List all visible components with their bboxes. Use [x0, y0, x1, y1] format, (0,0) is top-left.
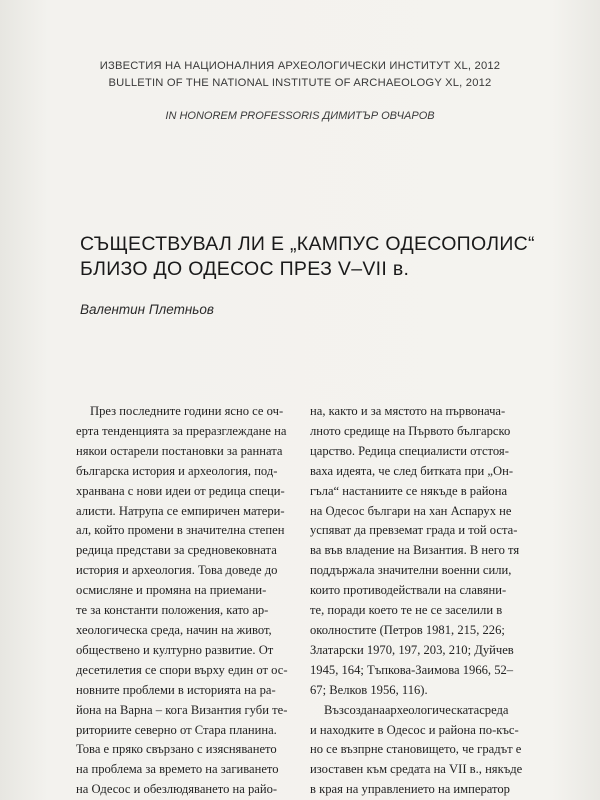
text-line: и находките в Одесос и района по-къс-	[310, 722, 519, 737]
text-column-left	[76, 402, 294, 800]
text-line: редица представи за средновековната	[76, 543, 277, 558]
text-line: поддържала значителни военни сили,	[310, 563, 512, 578]
text-line: новните проблеми в историята на ра-	[76, 682, 276, 697]
journal-title-en: BULLETIN OF THE NATIONAL INSTITUTE OF ARCHAEOLOGY XL, 2012	[108, 77, 492, 89]
text-line: ва във владение на Византия. В него тя	[310, 543, 520, 558]
text-line: Това е пряко свързано с изясняването	[76, 742, 277, 757]
text-line: 1945, 164; Тъпкова-Заимова 1966, 52–	[310, 662, 514, 677]
article-title-line-1: СЪЩЕСТВУВАЛ ЛИ Е „КАМПУС ОДЕСОПОЛИС“	[80, 233, 535, 255]
journal-title-bg: ИЗВЕСТИЯ НА НАЦИОНАЛНИЯ АРХЕОЛОГИЧЕСКИ ИНСТИТУТ XL, 2012	[99, 60, 501, 72]
text-line: околностите (Петров 1981, 215, 226;	[310, 622, 505, 637]
text-line: лното средище на Първото българско	[310, 423, 511, 438]
text-column-right	[310, 402, 528, 800]
text-line: те за константи положения, като ар-	[76, 603, 269, 618]
text-line: на Одесос българи на хан Аспарух не	[310, 503, 512, 518]
text-line: хеологическа среда, начин на живот,	[76, 622, 272, 637]
text-line: те, поради което те не се заселили в	[310, 603, 503, 618]
text-line: които противодействали на славяни-	[310, 583, 507, 598]
author-name: Валентин Плетньов	[80, 302, 214, 317]
text-line: в края на управлението на император	[310, 782, 510, 797]
journal-header	[0, 58, 600, 92]
text-line: риториите северно от Стара планина.	[76, 722, 277, 737]
article-title-line-2: БЛИЗО ДО ОДЕСОС ПРЕЗ V–VII в.	[80, 258, 410, 280]
text-line: Възсозданаархеологическатасреда	[324, 702, 509, 717]
text-line: изоставен към средата на VII в., някъде	[310, 762, 523, 777]
text-line: история и археология. Това доведе до	[76, 563, 278, 578]
text-line: 67; Велков 1956, 116).	[310, 682, 428, 697]
text-line: ваха идеята, че след битката при „Он-	[310, 463, 514, 478]
text-line: успяват да превземат града и той оста-	[310, 523, 518, 538]
text-line: осмисляне и промяна на приемани-	[76, 583, 267, 598]
text-line: хранвана с нови идеи от редица специ-	[76, 483, 285, 498]
in-honorem-line: IN HONOREM PROFESSORIS ДИМИТЪР ОВЧАРОВ	[165, 110, 435, 122]
text-line: но се възпрне становището, че градът е	[310, 742, 522, 757]
article-title	[80, 232, 540, 282]
text-line: десетилетия се спори върху един от ос-	[76, 662, 288, 677]
text-line: на проблема за времето на загиването	[76, 762, 279, 777]
text-line: българска история и археология, под-	[76, 463, 278, 478]
text-line: някои остарели постановки за ранната	[76, 443, 283, 458]
text-line: гъла“ настаниите се някъде в района	[310, 483, 508, 498]
text-line: алисти. Натрупа се емпиричен матери-	[76, 503, 285, 518]
text-line: обществено и културно развитие. От	[76, 642, 274, 657]
text-line: През последните години ясно се оч-	[90, 404, 284, 418]
text-line: ерта тенденцията за преразглеждане на	[76, 423, 287, 438]
text-line: ал, който промени в значителна степен	[76, 523, 285, 538]
text-line: на, както и за мястото на първонача-	[310, 404, 506, 418]
text-line: царство. Редица специалисти отстоя-	[310, 443, 509, 458]
text-line: йона на Варна – кога Византия губи те-	[76, 702, 288, 717]
text-line: на Одесос и обезлюдяването на райо-	[76, 782, 278, 797]
text-line: Златарски 1970, 197, 203, 210; Дуйчев	[310, 642, 514, 657]
